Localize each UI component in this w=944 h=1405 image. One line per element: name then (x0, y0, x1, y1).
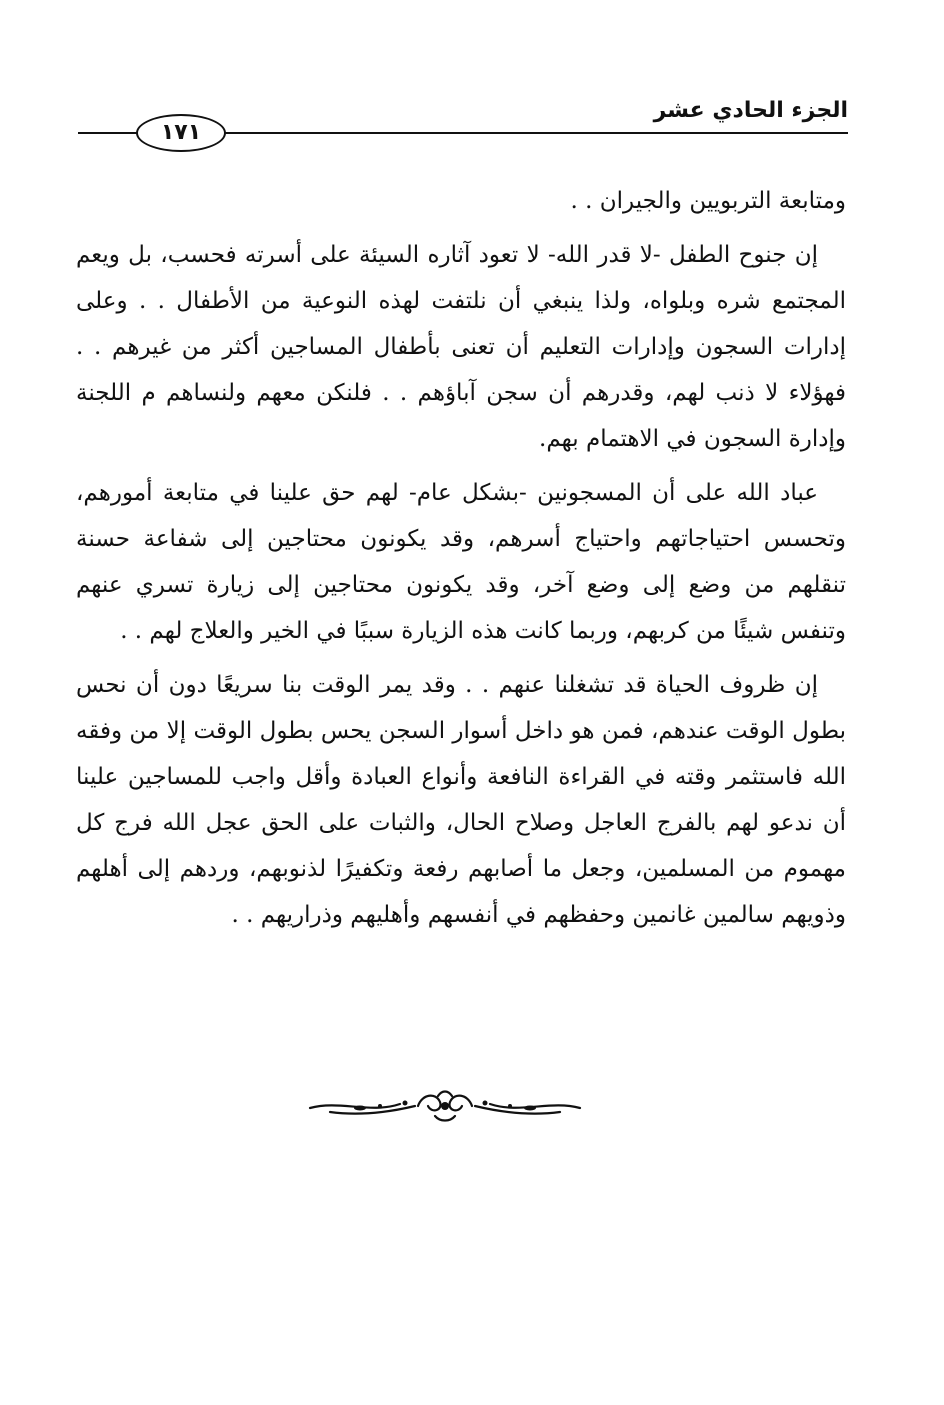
decorative-ornament-icon (300, 1086, 590, 1126)
body-text (76, 178, 846, 946)
page-number: ١٧١ (136, 114, 226, 152)
header-title: الجزء الحادي عشر (653, 98, 848, 123)
paragraph-2: إن جنوح الطفل -لا قدر الله- لا تعود آثاره السيئة على أسرته فحسب، بل ويعم المجتمع شره وبلواه، ولذا ينبغي أن نلتفت لهذه النوعية من الأطفال . . وعلى إدارات السجون وإدارات التعليم أن تعنى بأطفال المساجين أكثر من غيرهم . . فهؤلاء لا ذنب لهم، وقدرهم أن سجن آباؤهم . . فلنكن معهم ولنساهم م اللجنة وإدارة السجون في الاهتمام بهم. (76, 242, 846, 452)
paragraph-3: عباد الله على أن المسجونين -بشكل عام- لهم حق علينا في متابعة أمورهم، وتحسس احتياجاتهم واحتياج أسرهم، وقد يكونون محتاجين إلى شفاعة حسنة تنقلهم من وضع إلى وضع آخر، وقد يكونون محتاجين إلى زيارة تسري عنهم وتنفس شيئًا من كربهم، وربما كانت هذه الزيارة سببًا في الخير والعلاج لهم . . (76, 480, 846, 644)
paragraph-4: إن ظروف الحياة قد تشغلنا عنهم . . وقد يمر الوقت بنا سريعًا دون أن نحس بطول الوقت عندهم، فمن هو داخل أسوار السجن يحس بطول الوقت إلا من وفقه الله فاستثمر وقته في القراءة النافعة وأنواع العبادة وأقل واجب للمساجين علينا أن ندعو لهم بالفرج العاجل وصلاح الحال، والثبات على الحق عجل الله فرج كل مهموم من المسلمين، وجعل ما أصابهم رفعة وتكفيرًا لذنوبهم، وردهم إلى أهلهم وذويهم سالمين غانمين وحفظهم في أنفسهم وأهليهم وذراريهم . . (76, 672, 846, 928)
running-header (78, 96, 848, 166)
paragraph-1: ومتابعة التربويين والجيران . . (570, 188, 846, 214)
